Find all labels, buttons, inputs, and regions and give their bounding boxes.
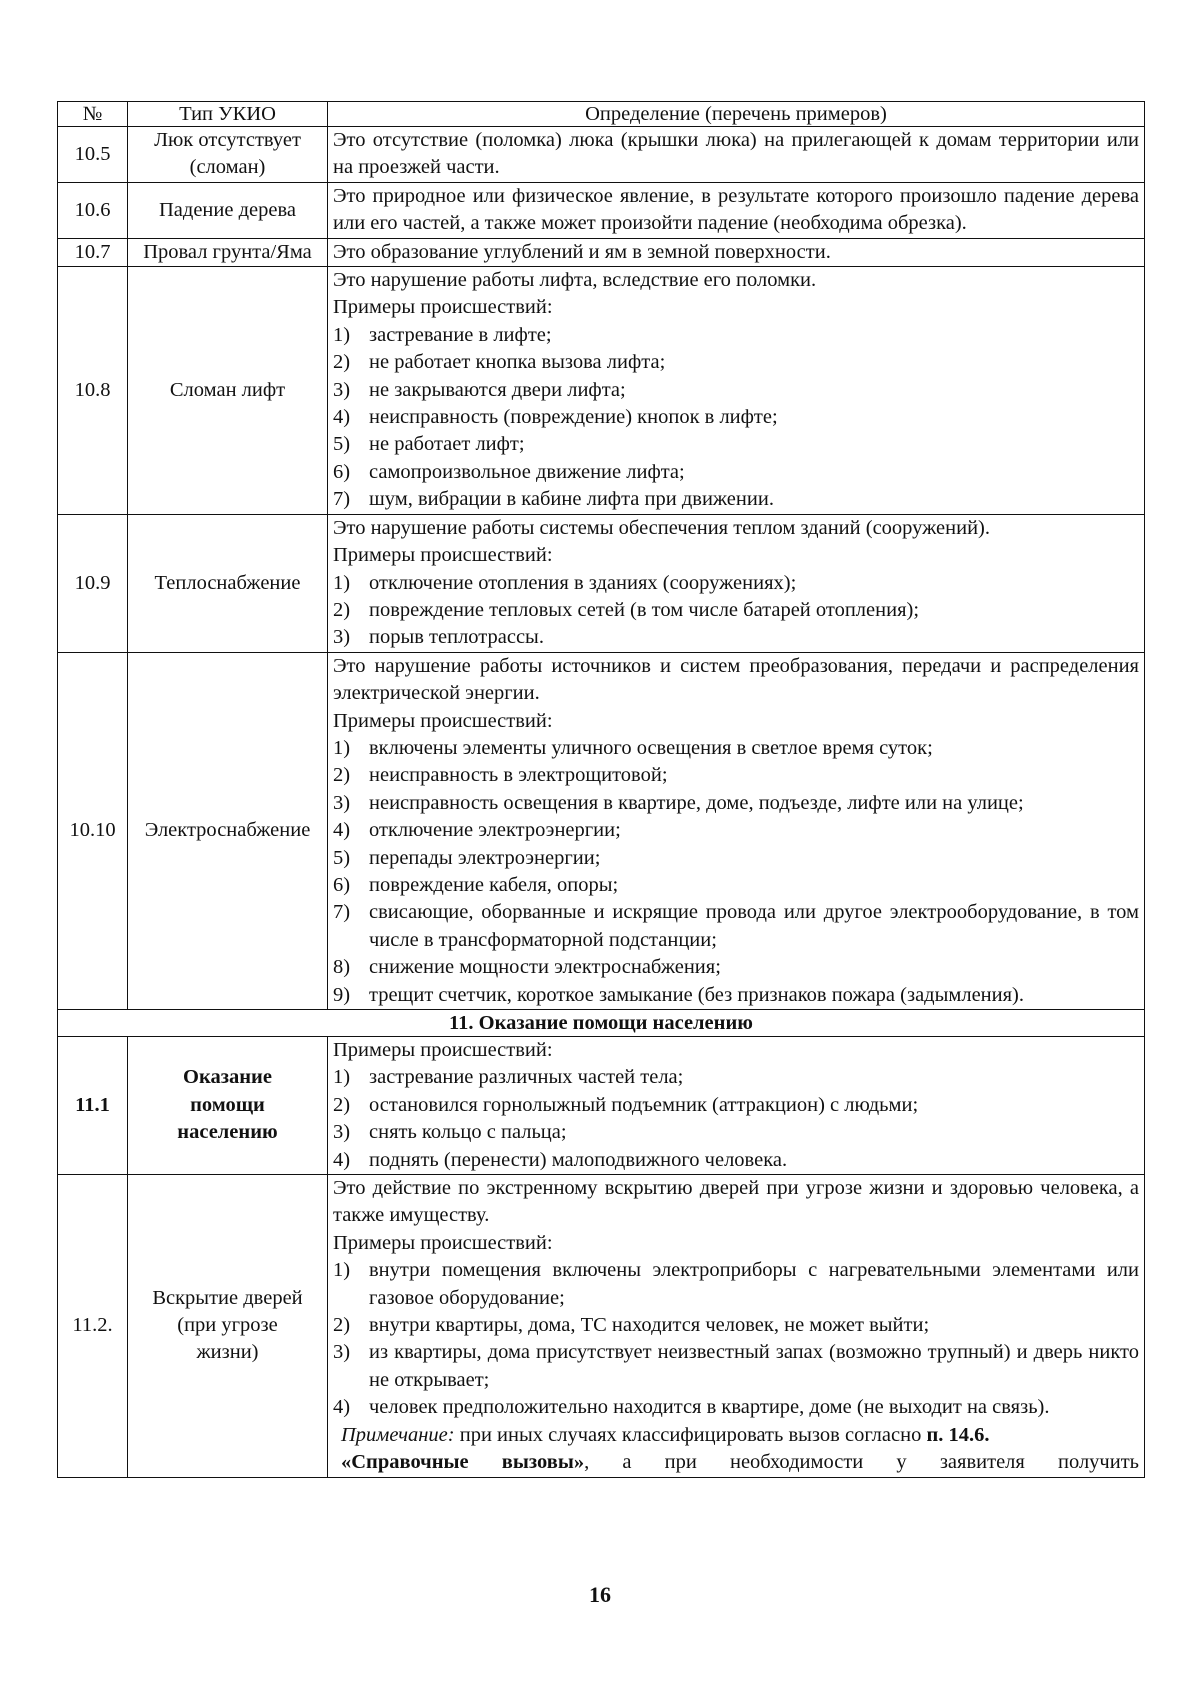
section-title: 11. Оказание помощи населению bbox=[58, 1010, 1145, 1037]
document-page bbox=[57, 101, 1144, 1478]
row-type: Теплоснабжение bbox=[128, 514, 328, 652]
table-row bbox=[58, 652, 1145, 1009]
list-item-text: человек предположительно находится в квартире, доме (не выходит на связь). bbox=[369, 1396, 1050, 1419]
row-definition bbox=[328, 652, 1145, 1009]
examples-label: Примеры происшествий: bbox=[333, 296, 553, 319]
ukio-table bbox=[57, 101, 1145, 1478]
list-item bbox=[333, 431, 1139, 458]
list-item-number: 2) bbox=[333, 1093, 351, 1116]
list-item-text: порыв теплотрассы. bbox=[369, 626, 544, 649]
list-item bbox=[333, 845, 1139, 872]
list-item bbox=[333, 459, 1139, 486]
list-item-number: 1) bbox=[333, 571, 351, 594]
table-row bbox=[58, 238, 1145, 266]
row-num: 11.2. bbox=[58, 1175, 128, 1477]
list-item bbox=[333, 624, 1139, 651]
row-num: 10.10 bbox=[58, 652, 128, 1009]
definition-intro: Это нарушение работы лифта, вследствие его поломки. bbox=[333, 269, 817, 292]
list-item-number: 1) bbox=[333, 323, 351, 346]
list-item bbox=[333, 899, 1139, 954]
list-item-number: 1) bbox=[333, 1259, 351, 1282]
list-item-text: трещит счетчик, короткое замыкание (без признаков пожара (задымления). bbox=[369, 983, 1024, 1006]
note bbox=[333, 1422, 1139, 1449]
row-num: 11.1 bbox=[58, 1037, 128, 1175]
list-item-number: 1) bbox=[333, 1066, 351, 1089]
page-number: 16 bbox=[589, 1582, 611, 1607]
example-list bbox=[333, 322, 1139, 514]
list-item-text: перепады электроэнергии; bbox=[369, 846, 601, 869]
list-item bbox=[333, 597, 1139, 624]
row-definition: Это образование углублений и ям в земной поверхности. bbox=[328, 238, 1145, 266]
definition-intro: Это нарушение работы системы обеспечения теплом зданий (сооружений). bbox=[333, 516, 990, 539]
row-definition bbox=[328, 514, 1145, 652]
list-item-text: отключение электроэнергии; bbox=[369, 819, 621, 842]
list-item-text: поднять (перенести) малоподвижного человека. bbox=[369, 1148, 788, 1171]
table-header bbox=[58, 102, 1145, 127]
row-definition bbox=[328, 1175, 1145, 1477]
note-text: при иных случаях классифицировать вызов согласно bbox=[454, 1423, 927, 1446]
list-item bbox=[333, 1257, 1139, 1312]
list-item bbox=[333, 1119, 1139, 1146]
examples-label: Примеры происшествий: bbox=[333, 1039, 553, 1061]
list-item bbox=[333, 1064, 1139, 1091]
header-definition: Определение (перечень примеров) bbox=[328, 102, 1145, 127]
list-item-number: 4) bbox=[333, 406, 351, 429]
note-reference: п. 14.6. bbox=[926, 1423, 990, 1446]
table-row bbox=[58, 127, 1145, 183]
example-list bbox=[333, 570, 1139, 652]
list-item bbox=[333, 322, 1139, 349]
list-item-text: самопроизвольное движение лифта; bbox=[369, 460, 685, 483]
list-item-number: 2) bbox=[333, 764, 351, 787]
row-type: Люк отсутствует (сломан) bbox=[128, 127, 328, 183]
list-item bbox=[333, 1147, 1139, 1174]
header-num: № bbox=[58, 102, 128, 127]
example-list bbox=[333, 1257, 1139, 1421]
table-row bbox=[58, 514, 1145, 652]
row-num: 10.8 bbox=[58, 267, 128, 515]
list-item bbox=[333, 1092, 1139, 1119]
examples-label: Примеры происшествий: bbox=[333, 544, 553, 567]
list-item-number: 2) bbox=[333, 1314, 351, 1337]
examples-label: Примеры происшествий: bbox=[333, 1231, 553, 1254]
list-item-text: шум, вибрации в кабине лифта при движении. bbox=[369, 488, 774, 511]
row-type: Оказание помощи населению bbox=[128, 1037, 328, 1175]
list-item-text: из квартиры, дома присутствует неизвестный запах (возможно трупный) и дверь никто не открывает; bbox=[369, 1341, 1139, 1391]
list-item-text: не работает кнопка вызова лифта; bbox=[369, 351, 666, 374]
list-item-text: снять кольцо с пальца; bbox=[369, 1121, 567, 1144]
examples-label: Примеры происшествий: bbox=[333, 709, 553, 732]
note-continuation bbox=[333, 1449, 1139, 1476]
list-item-text: неисправность освещения в квартире, доме, подъезде, лифте или на улице; bbox=[369, 791, 1024, 814]
row-num: 10.6 bbox=[58, 182, 128, 238]
list-item-number: 2) bbox=[333, 598, 351, 621]
list-item-text: не работает лифт; bbox=[369, 433, 525, 456]
row-num: 10.9 bbox=[58, 514, 128, 652]
list-item-number: 2) bbox=[333, 351, 351, 374]
list-item-number: 8) bbox=[333, 956, 351, 979]
list-item-text: неисправность в электрощитовой; bbox=[369, 764, 668, 787]
list-item-text: снижение мощности электроснабжения; bbox=[369, 956, 721, 979]
list-item bbox=[333, 404, 1139, 431]
list-item-number: 5) bbox=[333, 846, 351, 869]
list-item-number: 6) bbox=[333, 460, 351, 483]
list-item-number: 1) bbox=[333, 736, 351, 759]
list-item-number: 3) bbox=[333, 791, 351, 814]
row-type: Вскрытие дверей (при угрозе жизни) bbox=[128, 1175, 328, 1477]
row-num: 10.7 bbox=[58, 238, 128, 266]
list-item-number: 3) bbox=[333, 626, 351, 649]
table-row bbox=[58, 267, 1145, 515]
list-item bbox=[333, 982, 1139, 1009]
list-item-text: неисправность (повреждение) кнопок в лифте; bbox=[369, 406, 778, 429]
list-item-number: 3) bbox=[333, 378, 351, 401]
list-item-text: отключение отопления в зданиях (сооружениях); bbox=[369, 571, 797, 594]
list-item-text: не закрываются двери лифта; bbox=[369, 378, 626, 401]
list-item-text: повреждение тепловых сетей (в том числе батарей отопления); bbox=[369, 598, 920, 621]
example-list bbox=[333, 1064, 1139, 1174]
list-item-text: повреждение кабеля, опоры; bbox=[369, 873, 619, 896]
list-item bbox=[333, 349, 1139, 376]
list-item bbox=[333, 486, 1139, 513]
list-item-number: 5) bbox=[333, 433, 351, 456]
list-item-text: остановился горнолыжный подъемник (аттракцион) с людьми; bbox=[369, 1093, 919, 1116]
list-item bbox=[333, 377, 1139, 404]
list-item bbox=[333, 1339, 1139, 1394]
section-row bbox=[58, 1010, 1145, 1037]
list-item-number: 9) bbox=[333, 983, 351, 1006]
list-item-text: внутри квартиры, дома, ТС находится человек, не может выйти; bbox=[369, 1314, 930, 1337]
list-item-text: застревание в лифте; bbox=[369, 323, 552, 346]
list-item-number: 3) bbox=[333, 1341, 351, 1364]
list-item-text: включены элементы уличного освещения в светлое время суток; bbox=[369, 736, 933, 759]
row-type: Провал грунта/Яма bbox=[128, 238, 328, 266]
definition-intro: Это действие по экстренному вскрытию дверей при угрозе жизни и здоровью человека, а также имуществу. bbox=[333, 1177, 1139, 1227]
list-item bbox=[333, 790, 1139, 817]
list-item-number: 6) bbox=[333, 873, 351, 896]
list-item-text: свисающие, оборванные и искрящие провода или другое электрооборудование, в том числе в трансформаторной подстанции; bbox=[369, 901, 1139, 951]
definition-intro: Это нарушение работы источников и систем преобразования, передачи и распределения электрической энергии. bbox=[333, 654, 1139, 705]
list-item bbox=[333, 954, 1139, 981]
table-row bbox=[58, 182, 1145, 238]
table-row bbox=[58, 1037, 1145, 1175]
list-item bbox=[333, 735, 1139, 762]
list-item bbox=[333, 1312, 1139, 1339]
list-item bbox=[333, 762, 1139, 789]
row-type: Сломан лифт bbox=[128, 267, 328, 515]
row-type: Падение дерева bbox=[128, 182, 328, 238]
note-label: Примечание: bbox=[341, 1423, 455, 1446]
list-item bbox=[333, 872, 1139, 899]
list-item bbox=[333, 817, 1139, 844]
list-item-number: 3) bbox=[333, 1121, 351, 1144]
table-row bbox=[58, 1175, 1145, 1477]
list-item-number: 7) bbox=[333, 901, 351, 924]
row-num: 10.5 bbox=[58, 127, 128, 183]
note-text: , а при необходимости у заявителя получить bbox=[584, 1451, 1140, 1474]
list-item-number: 4) bbox=[333, 1148, 351, 1171]
list-item-text: застревание различных частей тела; bbox=[369, 1066, 684, 1089]
row-type: Электроснабжение bbox=[128, 652, 328, 1009]
list-item bbox=[333, 1394, 1139, 1421]
list-item bbox=[333, 570, 1139, 597]
example-list bbox=[333, 735, 1139, 1009]
header-type: Тип УКИО bbox=[128, 102, 328, 127]
list-item-number: 4) bbox=[333, 1396, 351, 1419]
row-definition: Это природное или физическое явление, в результате которого произошло падение дерева или его частей, а также может произойти падение (необходима обрезка). bbox=[328, 182, 1145, 238]
note-reference: «Справочные вызовы» bbox=[341, 1451, 585, 1474]
row-definition bbox=[328, 1037, 1145, 1175]
list-item-text: внутри помещения включены электроприборы с нагревательными элементами или газовое оборудование; bbox=[369, 1259, 1139, 1309]
row-definition: Это отсутствие (поломка) люка (крышки люка) на прилегающей к домам территории или на проезжей части. bbox=[328, 127, 1145, 183]
row-definition bbox=[328, 267, 1145, 515]
list-item-number: 4) bbox=[333, 819, 351, 842]
list-item-number: 7) bbox=[333, 488, 351, 511]
